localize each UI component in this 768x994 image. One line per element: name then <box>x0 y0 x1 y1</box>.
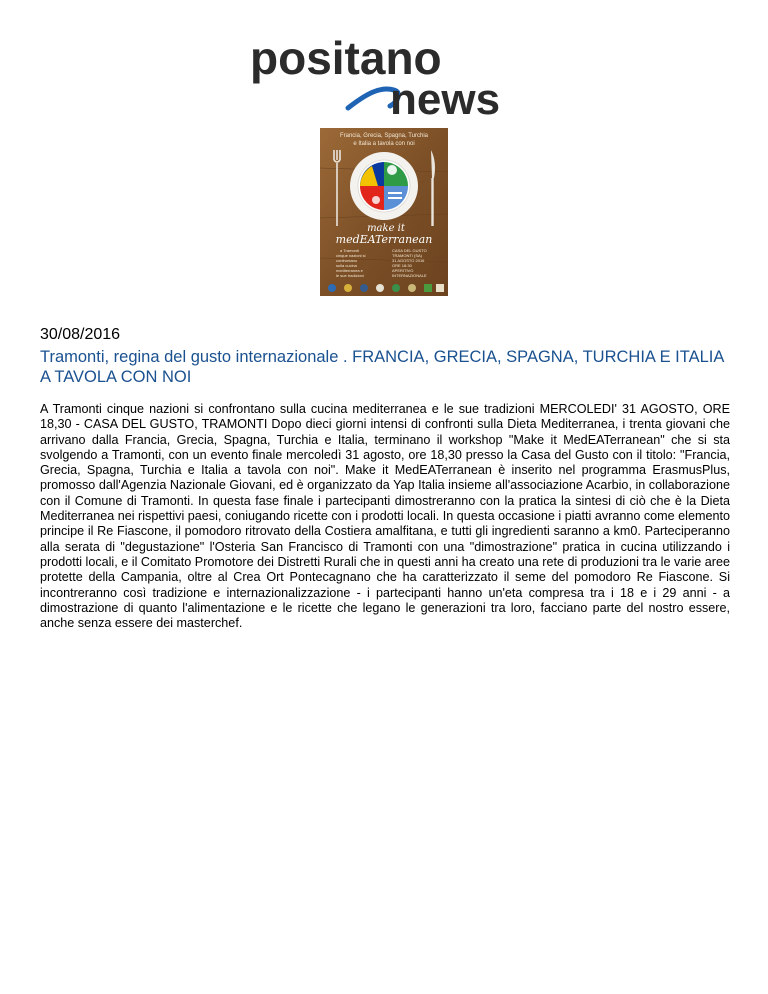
poster-header: Francia, Grecia, Spagna, Turchia <box>339 133 429 139</box>
positano-news-logo <box>248 30 538 122</box>
svg-text:confrontano: confrontano <box>336 258 358 263</box>
event-poster-image <box>320 128 448 296</box>
logo-positano-text: positano <box>250 32 442 84</box>
svg-text:TRAMONTI (SA): TRAMONTI (SA) <box>392 253 422 258</box>
article-body: A Tramonti cinque nazioni si confrontano sulla cucina mediterranea e le sue tradizioni MERCOLEDI' 31 AGOSTO, ORE 18,30 - CASA DEL GUSTO, TRAMONTI Dopo dieci giorni intensi di confronti sulla Dieta Mediterranea, i trenta giovani che arrivano dalla Francia, Grecia, Spagna, Turchia e Italia, terminano il workshop "Make it MedEATerranean" che si sta svolgendo a Tramonti, con un evento finale mercoledì 31 agosto, ore 18,30 presso la Casa del Gusto con il titolo: "Francia, Grecia, Spagna, Turchia e Italia a tavola con noi". Make it MedEATerranean è inserito nel programma ErasmusPlus, promosso dall'Agenzia Nazionale Giovani, ed è organizzato da Yap Italia insieme all'associazione Acarbio, in collaborazione con il Comune di Tramonti. In questa fase finale i partecipanti dimostreranno con la pratica la sintesi di ciò che è la Dieta Mediterranea nei rispettivi paesi, coniugando ricette con i prodotti locali. In questa occasione i piatti avranno come elemento principe il Re Fiascone, il pomodoro ritrovato della Costiera amalfitana, e tutti gli ingredienti saranno a km0. Parteciperanno alla serata di "degustazione" l'Osteria San Francisco di Tramonti con una "dimostrazione" pratica in cucina utilizzando i prodotti locali, e il Comitato Promotore dei Distretti Rurali che in questi anni ha creato una rete di produzioni tra le varie aree protette della Campania, oltre al Crea Ort Pontecagnano che ha caratterizzato il seme del pomodoro Re Fiascone. Si incontreranno così tradizione e internazionalizzazione - i partecipanti hanno un'eta compresa tra i 18 e i 29 anni - a dimostrazione di quanto l'alimentazione e le ricette che legano le generazioni tra loro, facciano parte del nostro essere, anche senza essere dei masterchef. <box>40 402 730 631</box>
svg-text:ORE 18:30: ORE 18:30 <box>392 263 412 268</box>
svg-text:mediterranea e: mediterranea e <box>336 268 363 273</box>
svg-text:cinque nazioni si: cinque nazioni si <box>336 253 366 258</box>
svg-text:CASA DEL GUSTO: CASA DEL GUSTO <box>392 248 427 253</box>
svg-text:a Tramonti: a Tramonti <box>340 248 359 253</box>
svg-text:APERITIVO: APERITIVO <box>392 268 414 273</box>
poster-brand-line2: medEATerranean <box>335 233 433 246</box>
svg-text:INTERNAZIONALE: INTERNAZIONALE <box>392 273 427 278</box>
article-date: 30/08/2016 <box>40 326 121 343</box>
svg-text:31 AGOSTO 2016: 31 AGOSTO 2016 <box>392 258 425 263</box>
article-title: Tramonti, regina del gusto internazionale . FRANCIA, GRECIA, SPAGNA, TURCHIA E ITALIA A TAVOLA CON NOI <box>40 348 724 386</box>
poster-brand-line1: make it <box>367 223 405 234</box>
logo-news-text: news <box>390 75 501 122</box>
poster-header-2: e Italia a tavola con noi <box>353 141 415 147</box>
svg-text:le sue tradizioni: le sue tradizioni <box>336 273 364 278</box>
svg-text:sulla cucina: sulla cucina <box>336 263 357 268</box>
